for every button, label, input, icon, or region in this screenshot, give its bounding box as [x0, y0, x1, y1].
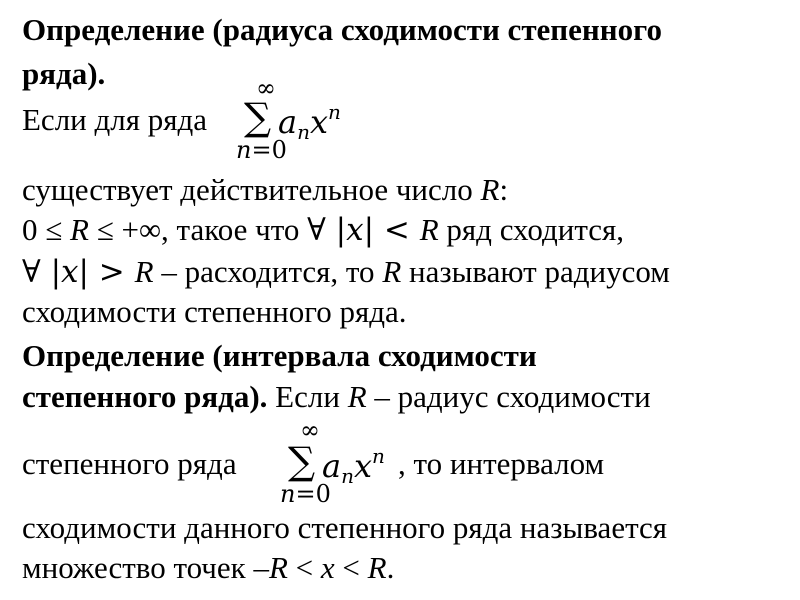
definition-1-title-line-1: Определение (радиуса сходимости степенного: [22, 12, 662, 47]
series-lower-limit: n=0: [236, 136, 287, 164]
series-upper-limit: ∞: [300, 416, 320, 444]
sigma-symbol: ∑: [244, 95, 272, 139]
definition-2-line-2: степенного ряда). Если R – радиус сходимости: [22, 379, 651, 414]
definition-2-line-5: множество точек –R < x < R.: [22, 550, 395, 585]
definition-1-if-text: Если для ряда: [22, 102, 208, 137]
series-lower-limit: n=0: [280, 480, 331, 508]
definition-2-line-3-start: степенного ряда: [22, 446, 237, 481]
definition-1-line-5: ∀ |x| > R – расходится, то R называют радиусом: [22, 254, 670, 290]
definition-1-line-3: существует действительное число R:: [22, 172, 509, 207]
series-term: anx$^n$: [322, 444, 385, 488]
definition-1-line-4: 0 ≤ R ≤ +∞, такое что ∀ |x| < R ряд сходится,: [22, 212, 625, 248]
definition-2-title-line-1: Определение (интервала сходимости: [22, 338, 537, 373]
definition-2-line-4: сходимости данного степенного ряда называется: [22, 510, 668, 545]
sigma-symbol: ∑: [288, 439, 316, 483]
series-term: anx$^n$: [278, 100, 341, 144]
definition-1-title-line-2: ряда).: [22, 56, 106, 91]
definition-1-line-6: сходимости степенного ряда.: [22, 294, 407, 329]
series-upper-limit: ∞: [256, 74, 276, 102]
definition-2-line-3-end: , то интервалом: [398, 446, 605, 481]
series-formula-1: [232, 76, 382, 166]
